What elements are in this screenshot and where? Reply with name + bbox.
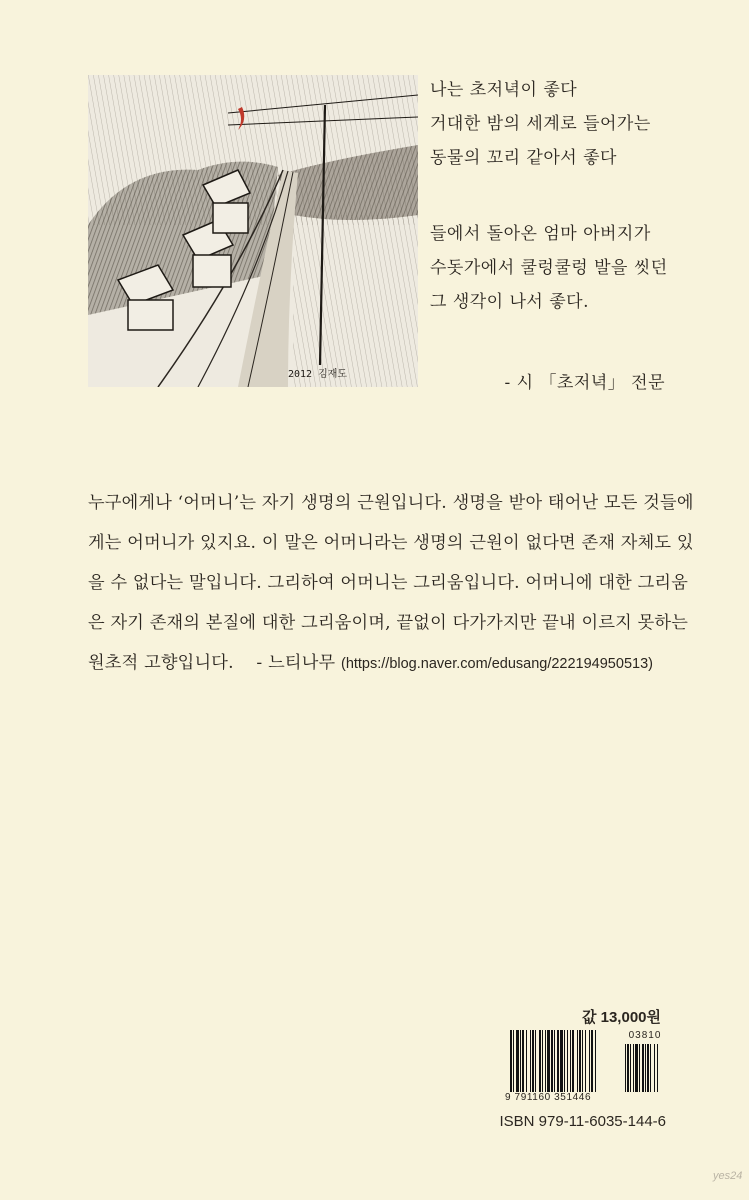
isbn-number: ISBN 979-11-6035-144-6 (499, 1113, 666, 1130)
barcode-bar (582, 1030, 583, 1092)
village-sketch-illustration (88, 75, 418, 387)
prose-last-line (88, 643, 668, 684)
barcode-addon-bar (650, 1044, 651, 1092)
poem-line: 들에서 돌아온 엄마 아버지가 (430, 224, 651, 244)
watermark-logo: yes24 (713, 1170, 743, 1182)
prose-line: 을 수 없다는 말입니다. 그리하여 어머니는 그리움입니다. 어머니에 대한 그리움 (88, 573, 688, 593)
barcode-addon-bar (645, 1044, 646, 1092)
barcode-bar (535, 1030, 536, 1092)
source-label: - 느티나무 (256, 653, 336, 673)
barcode-bar (595, 1030, 596, 1092)
barcode-bar (572, 1030, 574, 1092)
barcode-addon-bar (654, 1044, 655, 1092)
prose-line: 누구에게나 ‘어머니’는 자기 생명의 근원입니다. 생명을 받아 태어난 모든 것들에 (88, 493, 694, 513)
barcode-bar (557, 1030, 559, 1092)
illustration-signature: 2012 김재도 (288, 369, 348, 380)
barcode-addon-bar (639, 1044, 640, 1092)
barcode-ean-digits: 9 791160 351446 (505, 1092, 592, 1103)
barcode-bar (510, 1030, 512, 1092)
poem-attribution: - 시 「초저녁」 전문 (504, 373, 665, 393)
barcode-bar (532, 1030, 534, 1092)
barcode-addon-bar (633, 1044, 634, 1092)
poem-line: 수돗가에서 쿨렁쿨렁 발을 씻던 (430, 258, 668, 278)
barcode-bar (554, 1030, 555, 1092)
prose-line: 게는 어머니가 있지요. 이 말은 어머니라는 생명의 근원이 없다면 존재 자체도 있 (88, 533, 694, 553)
barcode-bar (513, 1030, 514, 1092)
barcode-addon-bar (625, 1044, 626, 1092)
isbn-barcode (510, 1030, 670, 1120)
barcode-bar (542, 1030, 543, 1092)
barcode-bar (577, 1030, 578, 1092)
barcode-addon-bar (642, 1044, 644, 1092)
poem-stanza-2 (430, 217, 730, 319)
source-url: (https://blog.naver.com/edusang/222194950513) (340, 656, 653, 672)
barcode-bar (570, 1030, 571, 1092)
poem-line: 나는 초저녁이 좋다 (430, 80, 578, 100)
prose-paragraph (88, 483, 694, 684)
barcode-addon-bar (647, 1044, 649, 1092)
barcode-addon-bar (630, 1044, 631, 1092)
prose-line: 은 자기 존재의 본질에 대한 그리움이며, 끝없이 다가가지만 끝내 이르지 못하는 (88, 613, 689, 633)
barcode-bar (551, 1030, 553, 1092)
barcode-bar (520, 1030, 521, 1092)
barcode-bar (516, 1030, 519, 1092)
barcode-bar (589, 1030, 590, 1092)
barcode-bar (567, 1030, 568, 1092)
barcode-bar (579, 1030, 581, 1092)
barcode-bar (585, 1030, 586, 1092)
barcode-addon-bar (635, 1044, 638, 1092)
barcode-bar (547, 1030, 550, 1092)
poem-line: 거대한 밤의 세계로 들어가는 (430, 114, 651, 134)
barcode-addon-bar (627, 1044, 629, 1092)
barcode-addon-bar (657, 1044, 658, 1092)
barcode-bar (526, 1030, 527, 1092)
poem-stanza-1 (430, 73, 730, 175)
prose-line-text: 원초적 고향입니다. (88, 653, 234, 673)
barcode-bar (539, 1030, 541, 1092)
barcode-bar (545, 1030, 546, 1092)
poem (430, 73, 730, 393)
barcode-bar (560, 1030, 563, 1092)
barcode-bar (564, 1030, 565, 1092)
price-label: 값 13,000원 (581, 1009, 661, 1026)
barcode-addon-digits: 03810 (628, 1030, 662, 1041)
poem-line: 그 생각이 나서 좋다. (430, 292, 589, 312)
barcode-bar (530, 1030, 531, 1092)
barcode-bar (522, 1030, 524, 1092)
poem-line: 동물의 꼬리 같아서 좋다 (430, 148, 617, 168)
barcode-bar (591, 1030, 593, 1092)
